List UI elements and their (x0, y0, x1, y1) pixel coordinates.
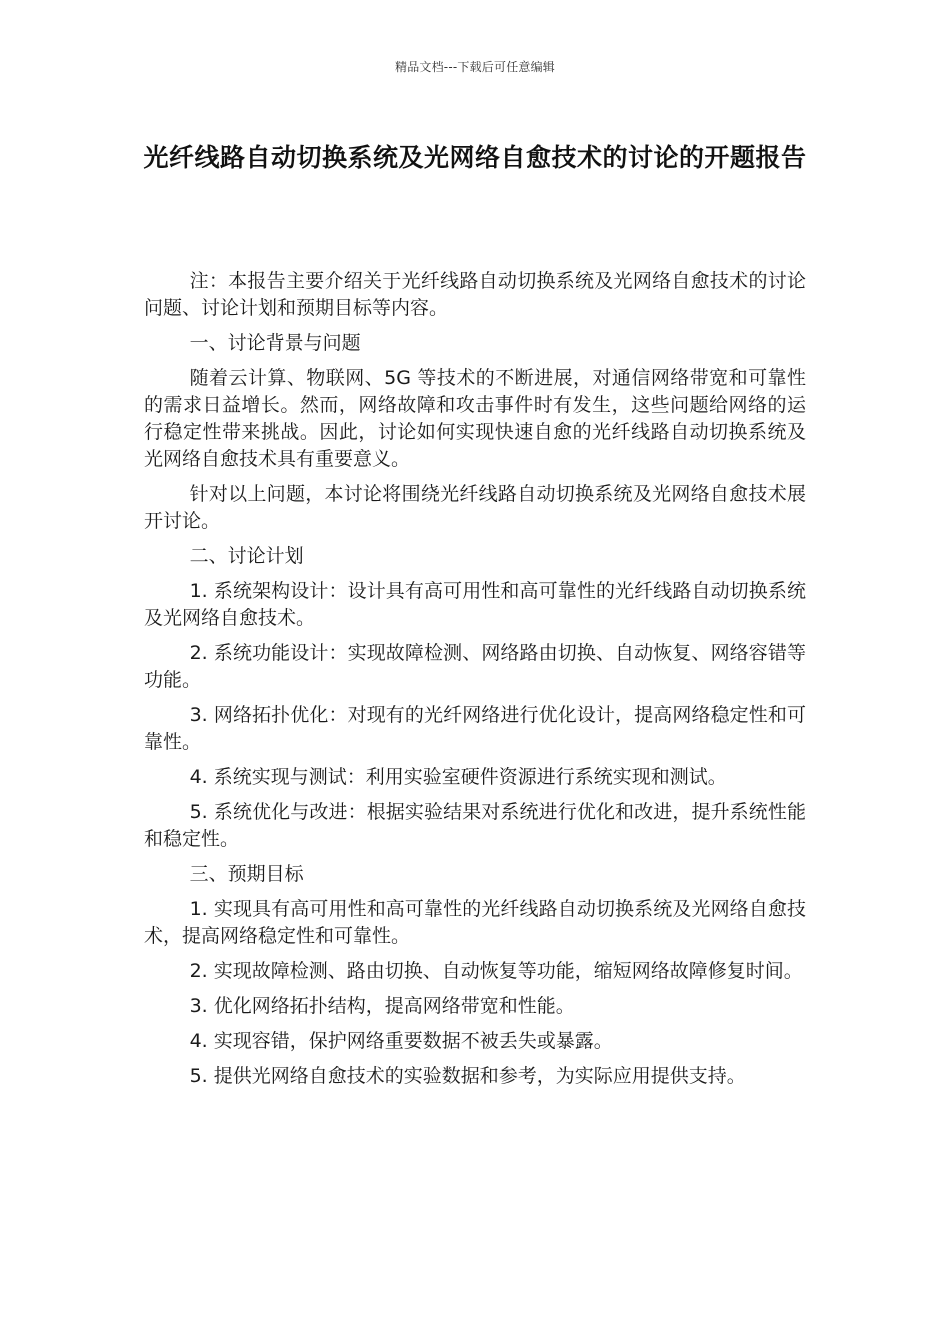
goal-item: 1. 实现具有高可用性和高可靠性的光纤线路自动切换系统及光网络自愈技术，提高网络稳定性和可靠性。 (144, 898, 806, 947)
goal-item: 5. 提供光网络自愈技术的实验数据和参考，为实际应用提供支持。 (189, 1065, 746, 1087)
section-heading-plan: 二、讨论计划 (189, 545, 304, 567)
goal-item: 2. 实现故障检测、路由切换、自动恢复等功能，缩短网络故障修复时间。 (189, 960, 803, 982)
plan-item: 3. 网络拓扑优化：对现有的光纤网络进行优化设计，提高网络稳定性和可靠性。 (144, 704, 806, 753)
section-heading-background: 一、讨论背景与问题 (189, 332, 361, 354)
plan-item: 1. 系统架构设计：设计具有高可用性和高可靠性的光纤线路自动切换系统及光网络自愈技术。 (144, 580, 806, 629)
note-paragraph: 注：本报告主要介绍关于光纤线路自动切换系统及光网络自愈技术的讨论问题、讨论计划和预期目标等内容。 (144, 270, 806, 319)
plan-item: 4. 系统实现与测试：利用实验室硬件资源进行系统实现和测试。 (189, 766, 727, 788)
focus-paragraph: 针对以上问题，本讨论将围绕光纤线路自动切换系统及光网络自愈技术展开讨论。 (144, 483, 806, 532)
section-heading-goals: 三、预期目标 (189, 863, 304, 885)
document-title: 光纤线路自动切换系统及光网络自愈技术的讨论的开题报告 (143, 143, 807, 172)
document-body (144, 268, 806, 1098)
page-header: 精品文档---下载后可任意编辑 (395, 60, 555, 74)
plan-item: 5. 系统优化与改进：根据实验结果对系统进行优化和改进，提升系统性能和稳定性。 (144, 801, 806, 850)
background-paragraph: 随着云计算、物联网、5G 等技术的不断进展，对通信网络带宽和可靠性的需求日益增长。然而，网络故障和攻击事件时有发生，这些问题给网络的运行稳定性带来挑战。因此，讨论如何实现快速自愈的光纤线路自动切换系统及光网络自愈技术具有重要意义。 (144, 367, 806, 470)
plan-item: 2. 系统功能设计：实现故障检测、网络路由切换、自动恢复、网络容错等功能。 (144, 642, 806, 691)
goal-item: 4. 实现容错，保护网络重要数据不被丢失或暴露。 (189, 1030, 613, 1052)
goal-item: 3. 优化网络拓扑结构，提高网络带宽和性能。 (189, 995, 575, 1017)
